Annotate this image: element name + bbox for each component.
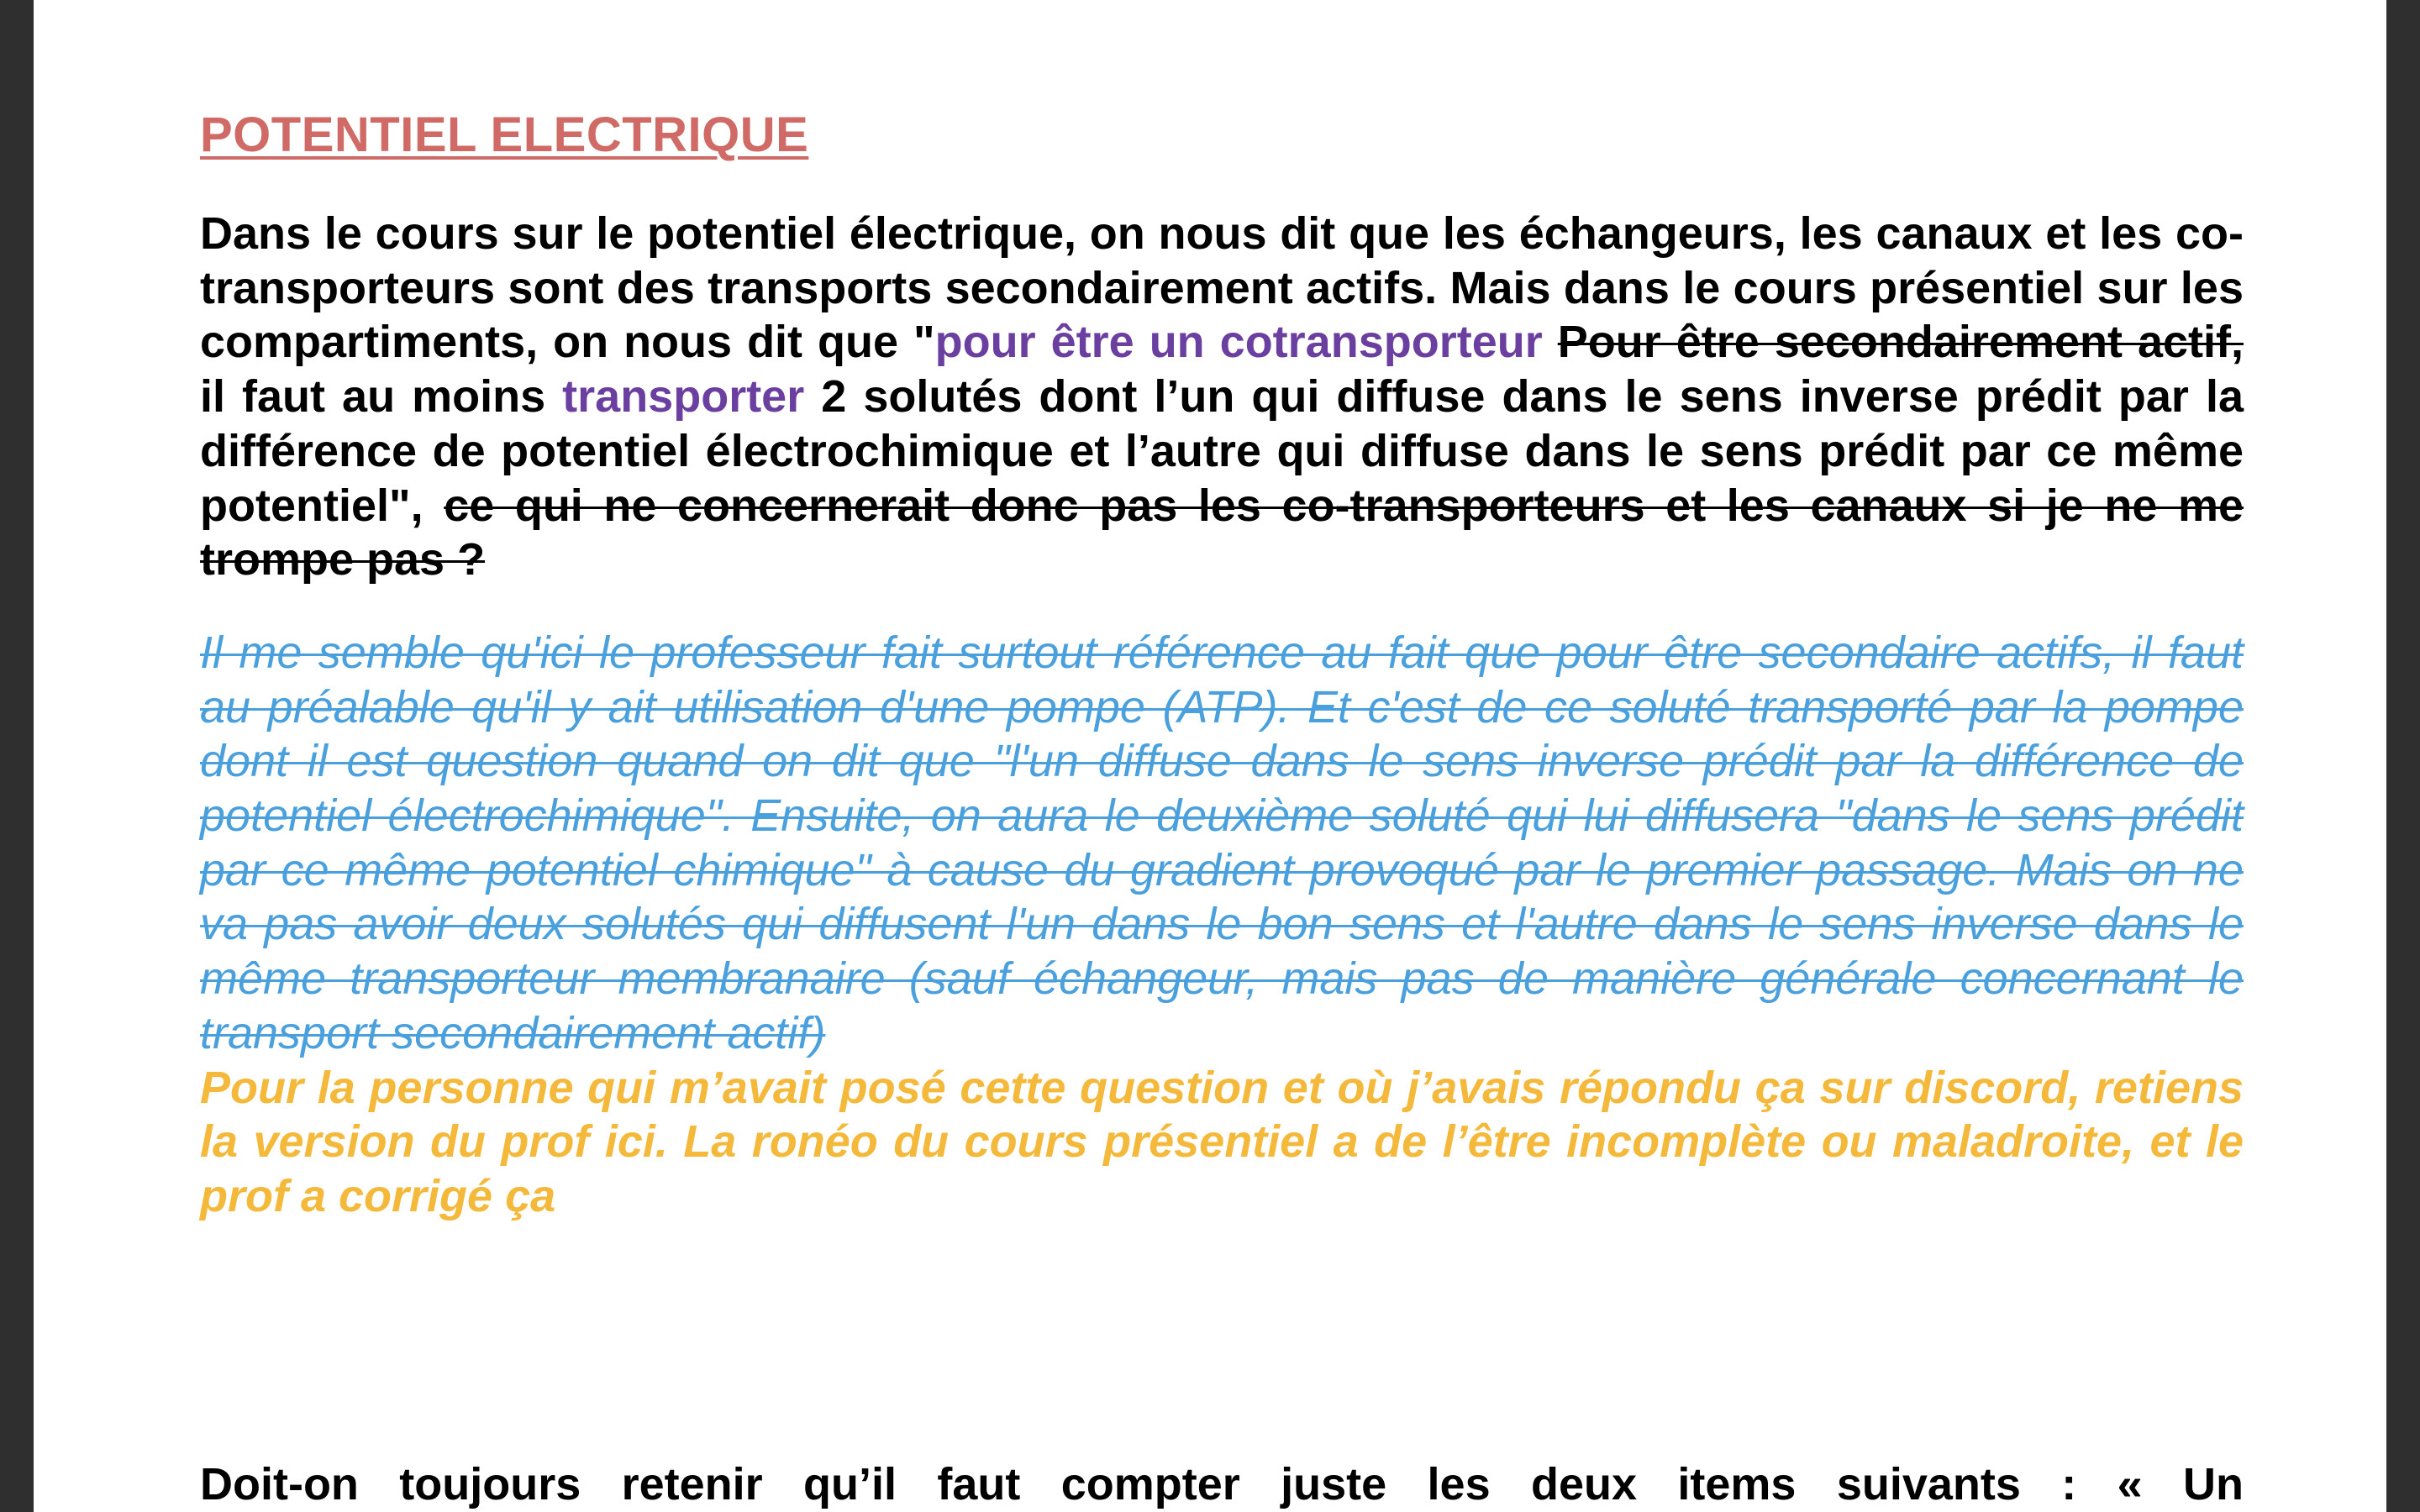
inserted-text: pour être un cotransporteur [934, 317, 1543, 368]
struck-text: Pour être secondairement actif, [1557, 317, 2244, 368]
document-page [34, 0, 2386, 1512]
inserted-text: transporter [562, 371, 805, 423]
question-text: Dans le cours sur le potentiel électrique, on nous dit que les échangeurs, les canaux et les co-transporteurs sont des transports secondairement actifs. Mais dans le cours présentiel sur les compartiments, on nous dit que " [200, 208, 2244, 368]
struck-text: ce qui ne concernerait donc pas les co-transporteurs et les canaux si je ne me trompe pas ? [200, 480, 2244, 585]
question-text: il faut au moins [200, 371, 563, 423]
page-content [200, 99, 2244, 1224]
section-title: POTENTIEL ELECTRIQUE [200, 108, 809, 162]
question-text: 2 solutés dont l’un qui diffuse dans le sens inverse prédit par la différence de potentiel électrochimique et l’autre qui diffuse dans le sens prédit par ce même potentiel", [200, 371, 2244, 531]
struck-answer-paragraph: Il me semble qu'ici le professeur fait surtout référence au fait que pour être secondaire actifs, il faut au préalable qu'il y ait utilisation d'une pompe (ATP). Et c'est de ce soluté transporté par la pompe dont il est question quand on dit que "l'un diffuse dans le sens inverse prédit par la différence de potentiel électrochimique". Ensuite, on aura le deuxième soluté qui lui diffusera "dans le sens prédit par ce même potentiel chimique" à cause du gradient provoqué par le premier passage. Mais on ne va pas avoir deux solutés qui diffusent l'un dans le bon sens et l'autre dans le sens inverse dans le même transporteur membranaire (sauf échangeur, mais pas de manière générale concernant le transport secondairement actif) [200, 627, 2244, 1058]
correction-note: Pour la personne qui m’avait posé cette question et où j’avais répondu ça sur discord, retiens la version du prof ici. La ronéo du cours présentiel a de l’être incomplète ou maladroite, et le prof a corrigé ça [200, 1062, 2244, 1221]
question-paragraph [200, 207, 2244, 587]
next-question-paragraph: Doit-on toujours retenir qu’il faut compter juste les deux items suivants : « Un [200, 1459, 2244, 1509]
question-space [1543, 317, 1558, 367]
